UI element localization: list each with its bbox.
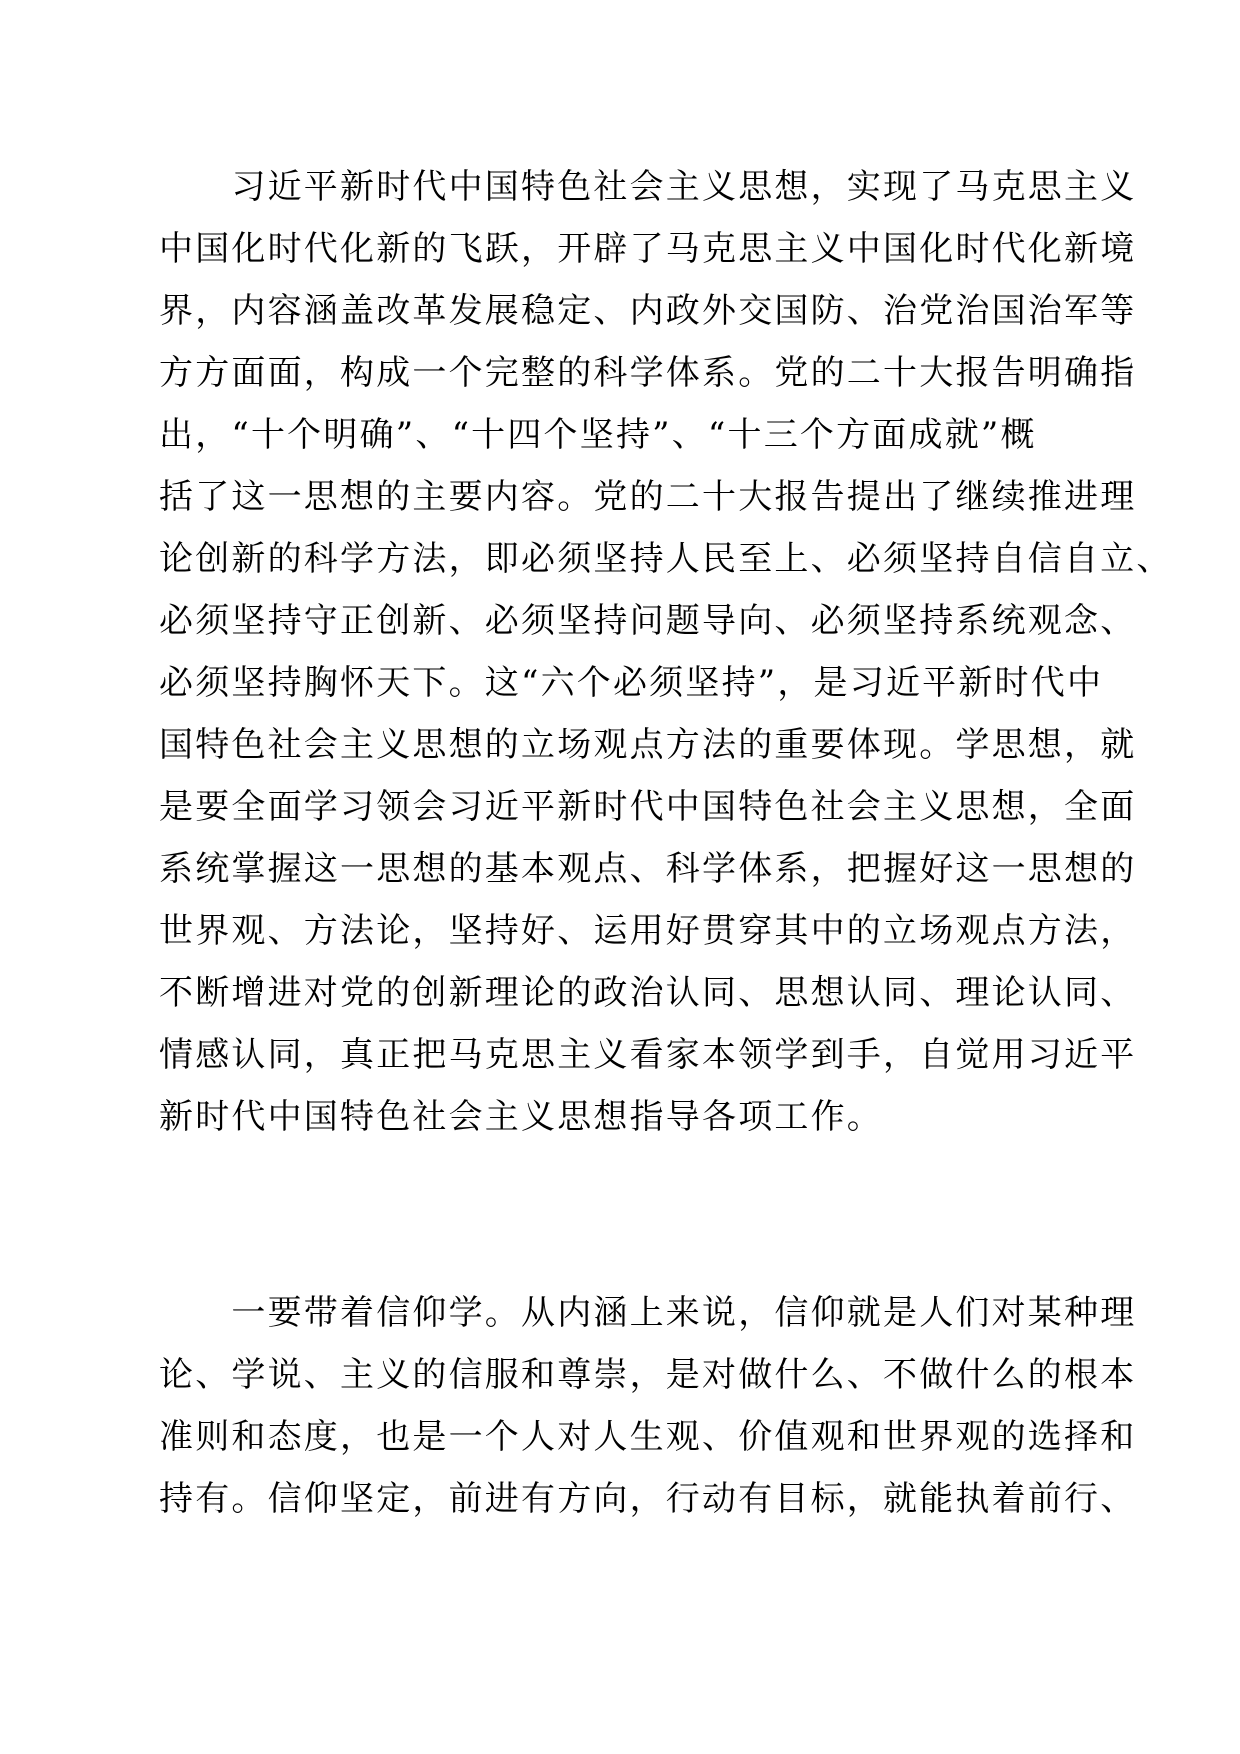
- text-line: 括了这一思想的主要内容。党的二十大报告提出了继续推进理: [159, 477, 1137, 517]
- text-line: 是要全面学习领会习近平新时代中国特色社会主义思想，全面: [159, 787, 1137, 827]
- text-line: 出，“十个明确”、“十四个坚持”、“十三个方面成就”概: [159, 415, 1037, 455]
- text-line: 必须坚持守正创新、必须坚持问题导向、必须坚持系统观念、: [159, 601, 1137, 641]
- text-line: 必须坚持胸怀天下。这“六个必须坚持”，是习近平新时代中: [159, 663, 1104, 703]
- text-line: 系统掌握这一思想的基本观点、科学体系，把握好这一思想的: [159, 849, 1137, 889]
- text-line: 新时代中国特色社会主义思想指导各项工作。: [159, 1097, 883, 1137]
- text-line: 界，内容涵盖改革发展稳定、内政外交国防、治党治国治军等: [159, 291, 1137, 331]
- text-line: 情感认同，真正把马克思主义看家本领学到手，自觉用习近平: [159, 1035, 1137, 1075]
- text-line: 持有。信仰坚定，前进有方向，行动有目标，就能执着前行、: [159, 1479, 1137, 1519]
- text-line: 论、学说、主义的信服和尊崇，是对做什么、不做什么的根本: [159, 1355, 1137, 1395]
- text-line: 一要带着信仰学。从内涵上来说，信仰就是人们对某种理: [159, 1293, 1137, 1333]
- text-line: 不断增进对党的创新理论的政治认同、思想认同、理论认同、: [159, 973, 1137, 1013]
- text-line: 世界观、方法论，坚持好、运用好贯穿其中的立场观点方法，: [159, 911, 1137, 951]
- text-line: 方方面面，构成一个完整的科学体系。党的二十大报告明确指: [159, 353, 1137, 393]
- text-line: 论创新的科学方法，即必须坚持人民至上、必须坚持自信自立、: [159, 539, 1173, 579]
- text-line: 准则和态度，也是一个人对人生观、价值观和世界观的选择和: [159, 1417, 1137, 1457]
- text-line: 习近平新时代中国特色社会主义思想，实现了马克思主义: [159, 167, 1137, 207]
- text-line: 国特色社会主义思想的立场观点方法的重要体现。学思想，就: [159, 725, 1137, 765]
- paragraph: [159, 1282, 1137, 1530]
- text-line: 中国化时代化新的飞跃，开辟了马克思主义中国化时代化新境: [159, 229, 1137, 269]
- paragraph: [159, 156, 1173, 1148]
